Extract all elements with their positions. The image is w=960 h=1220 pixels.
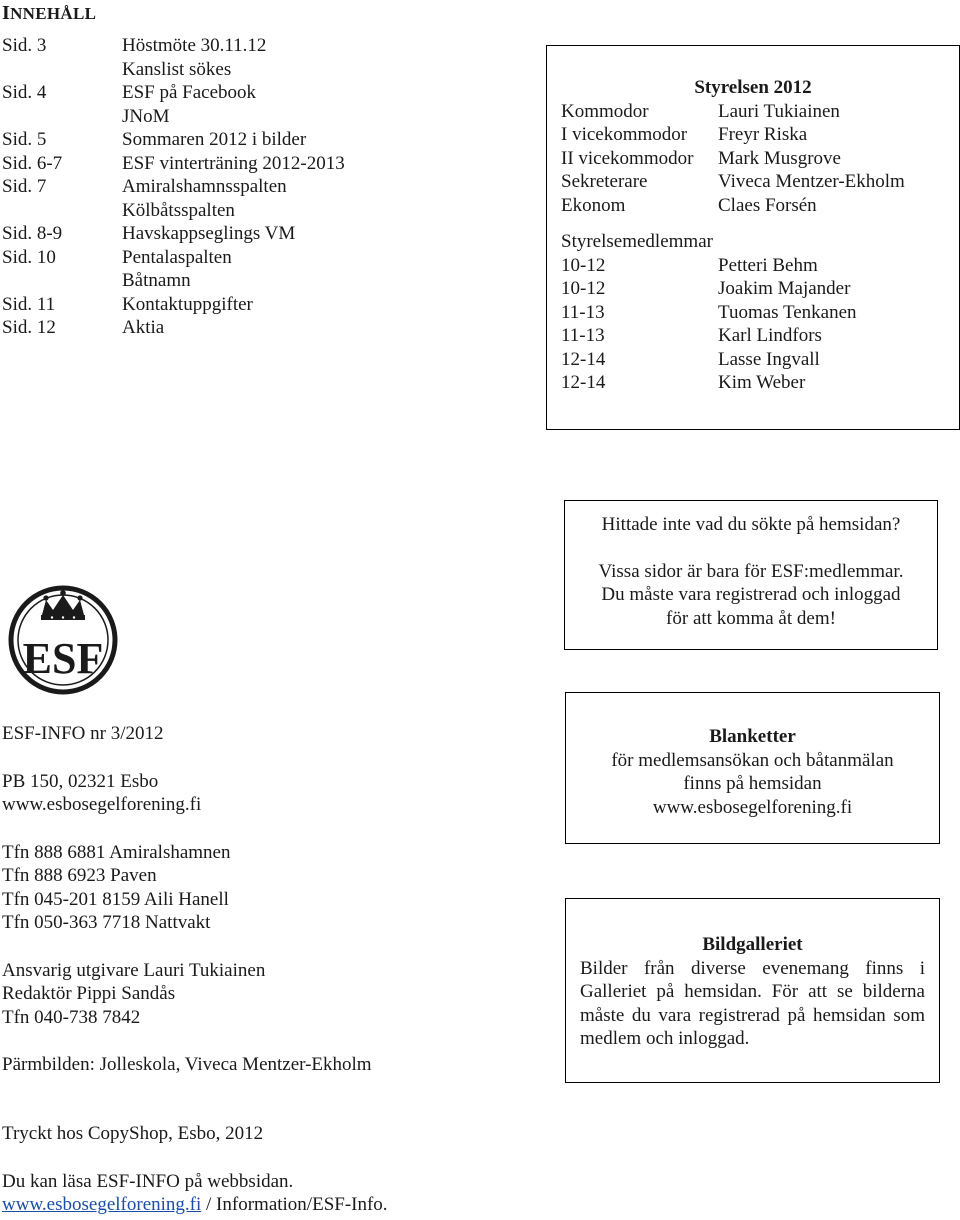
- member-term: 12-14: [561, 372, 606, 393]
- forms-line: för medlemsansökan och båtanmälan: [611, 749, 894, 771]
- member-name: Joakim Majander: [718, 278, 851, 299]
- officer-role: Sekreterare: [561, 171, 648, 192]
- member-name: Petteri Behm: [718, 254, 818, 276]
- toc-title: Amiralshamnsspalten: [122, 176, 287, 197]
- editor-line: Redaktör Pippi Sandås: [2, 983, 176, 1004]
- toc-title: JNoM: [122, 105, 170, 127]
- board-title: Styrelsen 2012: [694, 77, 812, 98]
- phone-line: Tfn 050-363 7718 Nattvakt: [2, 912, 211, 933]
- board-member-row: [561, 371, 959, 395]
- phone-line: Tfn 045-201 8159 Aili Hanell: [2, 888, 229, 910]
- gallery-title: Bildgalleriet: [702, 934, 803, 955]
- toc-title: ESF vinterträning 2012-2013: [122, 152, 345, 174]
- gallery-body: Bilder från diverse evenemang finns i Galleriet på hemsidan. För att se bilderna måste du vara registrerad på hemsidan som medlem och inloggad.: [580, 957, 925, 1049]
- website-text: www.esbosegelforening.fi: [2, 794, 202, 815]
- toc-page: Sid. 12: [2, 317, 56, 338]
- officer-role: Kommodor: [561, 100, 649, 122]
- esf-logo: [8, 583, 118, 695]
- toc-title: Höstmöte 30.11.12: [122, 35, 267, 56]
- notice-line: Du måste vara registrerad och inloggad: [601, 584, 901, 605]
- heading-initial: I: [2, 2, 11, 24]
- board-box: [546, 45, 960, 430]
- phone-line: Tfn 888 6923 Paven: [2, 865, 157, 886]
- toc-title: Kontaktuppgifter: [122, 293, 253, 315]
- publisher-line: Ansvarig utgivare Lauri Tukiainen: [2, 959, 266, 981]
- read-online-line: Du kan läsa ESF-INFO på webbsidan.: [2, 1170, 294, 1192]
- toc-title: Kanslist sökes: [122, 58, 232, 80]
- toc-title: Aktia: [122, 317, 165, 338]
- gallery-box: [565, 898, 940, 1083]
- cover-credit: Pärmbilden: Jolleskola, Viveca Mentzer-Ekholm: [2, 1054, 372, 1075]
- member-term: 11-13: [561, 325, 605, 346]
- board-member-row: [561, 254, 959, 278]
- toc-page: Sid. 10: [2, 246, 56, 268]
- officer-name: Viveca Mentzer-Ekholm: [718, 171, 905, 192]
- toc-page: Sid. 6-7: [2, 152, 63, 174]
- board-officer-row: [561, 170, 959, 194]
- officer-name: Lauri Tukiainen: [718, 100, 840, 122]
- toc-title: Havskappseglings VM: [122, 223, 296, 244]
- website-line: [2, 1193, 388, 1217]
- member-term: 11-13: [561, 301, 605, 323]
- member-name: Tuomas Tenkanen: [718, 301, 857, 323]
- toc-page: Sid. 5: [2, 129, 47, 150]
- toc-title: ESF på Facebook: [122, 82, 257, 103]
- officer-name: Freyr Riska: [718, 124, 808, 145]
- officer-role: I vicekommodor: [561, 124, 688, 145]
- toc-title: Båtnamn: [122, 270, 191, 291]
- section-heading: [2, 2, 96, 26]
- officer-name: Claes Forsén: [718, 194, 817, 216]
- forms-box: [565, 692, 940, 844]
- members-only-notice: [564, 500, 938, 650]
- footer: [2, 1122, 388, 1217]
- board-member-row: [561, 277, 959, 301]
- printer-line: Tryckt hos CopyShop, Esbo, 2012: [2, 1123, 264, 1144]
- website-link[interactable]: www.esbosegelforening.fi: [2, 1194, 202, 1215]
- officer-role: II vicekommodor: [561, 147, 694, 169]
- board-member-row: [561, 348, 959, 372]
- toc-page: Sid. 3: [2, 35, 47, 56]
- officer-name: Mark Musgrove: [718, 147, 841, 169]
- toc-title: Sommaren 2012 i bilder: [122, 129, 307, 150]
- forms-title: Blanketter: [709, 726, 796, 747]
- toc-page: Sid. 8-9: [2, 223, 63, 244]
- heading-rest: NNEHÅLL: [10, 4, 97, 23]
- contact-info: [2, 722, 372, 1077]
- logo-text: ESF: [22, 634, 104, 683]
- postal-address: PB 150, 02321 Esbo: [2, 770, 159, 792]
- member-name: Kim Weber: [718, 372, 806, 393]
- toc-title: Kölbåtsspalten: [122, 199, 235, 221]
- member-term: 12-14: [561, 348, 606, 370]
- board-members-label: Styrelsemedlemmar: [561, 231, 713, 252]
- forms-url: www.esbosegelforening.fi: [652, 796, 853, 818]
- member-name: Lasse Ingvall: [718, 348, 820, 370]
- notice-line: för att komma åt dem!: [666, 607, 836, 629]
- board-member-row: [561, 324, 959, 348]
- issue-number: ESF-INFO nr 3/2012: [2, 723, 164, 744]
- board-officer-row: [561, 147, 959, 171]
- member-term: 10-12: [561, 254, 606, 276]
- toc-page: Sid. 7: [2, 176, 47, 197]
- esf-logo-icon: [8, 583, 118, 695]
- phone-line: Tfn 888 6881 Amiralshamnen: [2, 841, 231, 863]
- notice-line: Vissa sidor är bara för ESF:medlemmar.: [598, 560, 904, 582]
- board-officer-row: [561, 123, 959, 147]
- toc-title: Pentalaspalten: [122, 246, 232, 268]
- forms-line: finns på hemsidan: [683, 773, 822, 794]
- website-path: / Information/ESF-Info.: [201, 1194, 388, 1215]
- board-member-row: [561, 301, 959, 325]
- officer-role: Ekonom: [561, 194, 626, 216]
- board-officer-row: [561, 194, 959, 218]
- member-term: 10-12: [561, 278, 606, 299]
- member-name: Karl Lindfors: [718, 325, 822, 346]
- board-officer-row: [561, 100, 959, 124]
- toc-page: Sid. 11: [2, 293, 56, 315]
- toc-page: Sid. 4: [2, 82, 47, 103]
- editor-phone: Tfn 040-738 7842: [2, 1006, 141, 1028]
- notice-line: Hittade inte vad du sökte på hemsidan?: [601, 514, 901, 535]
